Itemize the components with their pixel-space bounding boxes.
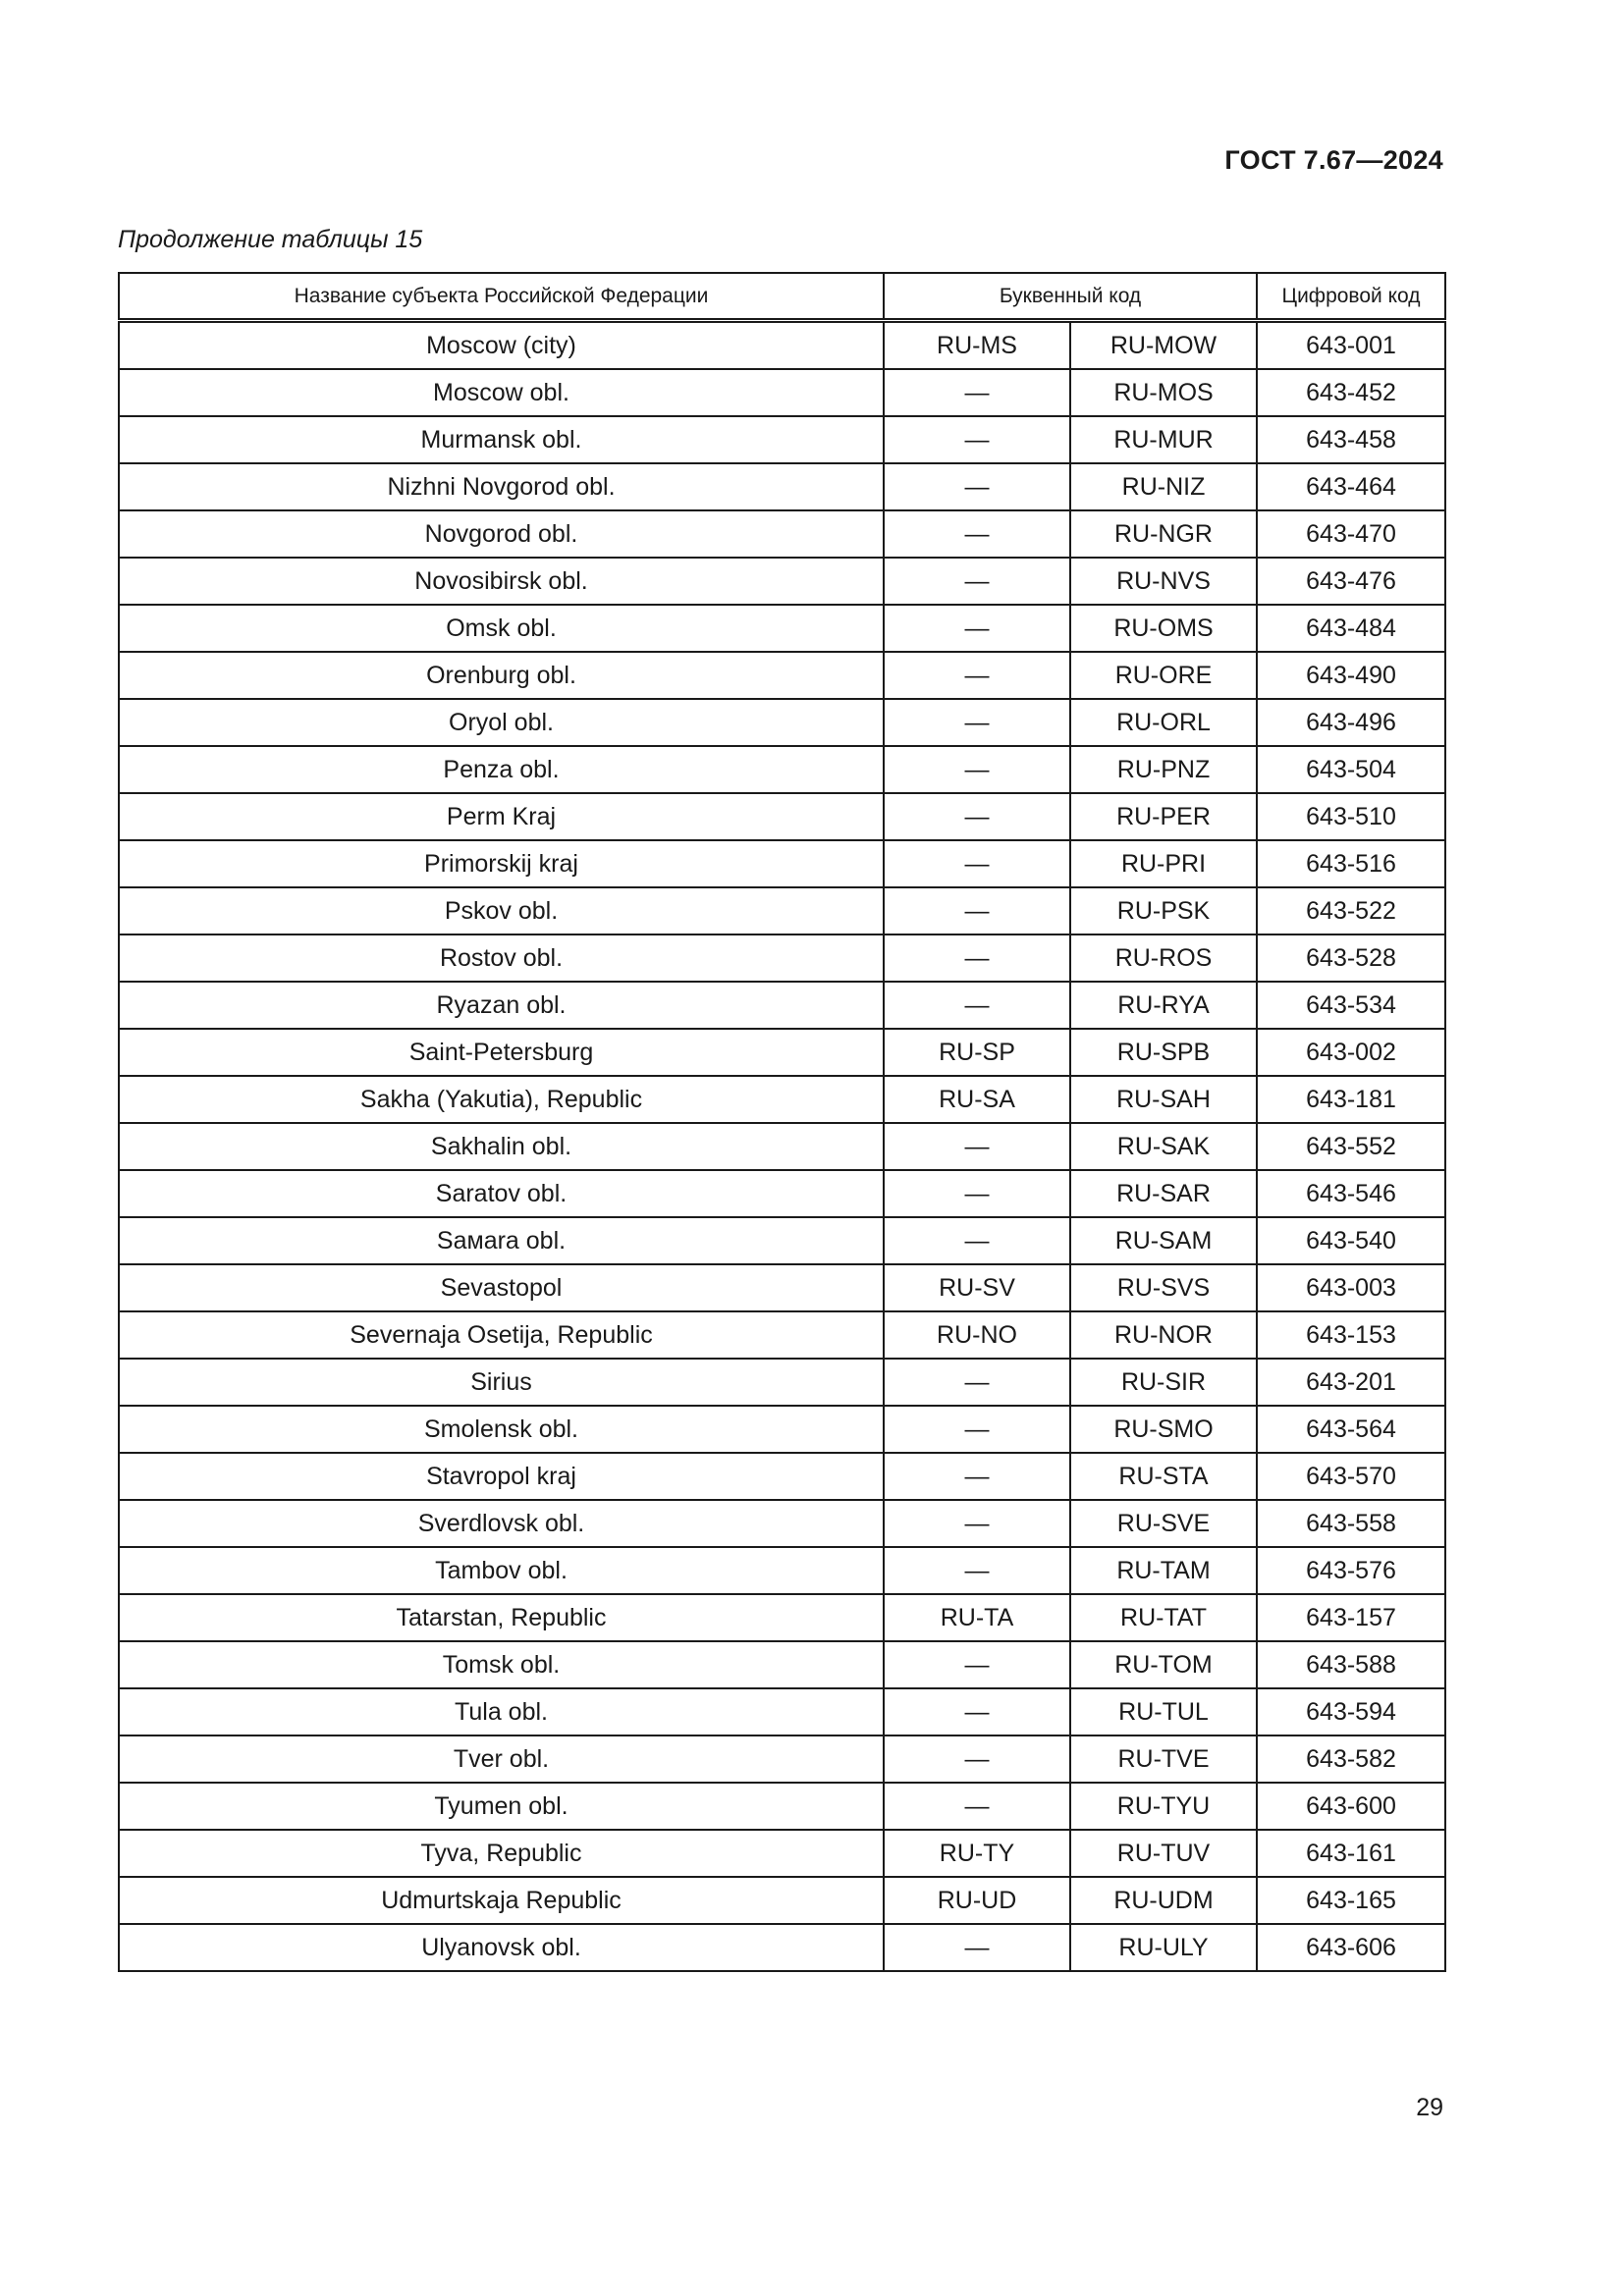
- table-row: [119, 1830, 1445, 1877]
- numeric-code-cell: 643-600: [1257, 1783, 1445, 1830]
- numeric-code-cell: 643-564: [1257, 1406, 1445, 1453]
- subject-name-cell: Sverdlovsk obl.: [119, 1500, 884, 1547]
- numeric-code-cell: 643-582: [1257, 1735, 1445, 1783]
- subject-name-cell: Tver obl.: [119, 1735, 884, 1783]
- alpha-code-iso-cell: RU-NIZ: [1070, 463, 1257, 510]
- alpha-code-old-cell: —: [884, 746, 1070, 793]
- alpha-code-old-cell: —: [884, 840, 1070, 887]
- alpha-code-iso-cell: RU-STA: [1070, 1453, 1257, 1500]
- alpha-code-old-cell: —: [884, 1688, 1070, 1735]
- subject-name-cell: Ryazan obl.: [119, 982, 884, 1029]
- numeric-code-cell: 643-510: [1257, 793, 1445, 840]
- numeric-code-cell: 643-201: [1257, 1359, 1445, 1406]
- subject-name-cell: Tyumen obl.: [119, 1783, 884, 1830]
- numeric-code-cell: 643-516: [1257, 840, 1445, 887]
- table-row: [119, 416, 1445, 463]
- numeric-code-cell: 643-606: [1257, 1924, 1445, 1971]
- table-row: [119, 369, 1445, 416]
- numeric-code-cell: 643-181: [1257, 1076, 1445, 1123]
- column-header-name: Название субъекта Российской Федерации: [119, 273, 884, 321]
- alpha-code-old-cell: —: [884, 1123, 1070, 1170]
- numeric-code-cell: 643-570: [1257, 1453, 1445, 1500]
- column-header-numeric-code: Цифровой код: [1257, 273, 1445, 321]
- alpha-code-old-cell: RU-UD: [884, 1877, 1070, 1924]
- alpha-code-old-cell: —: [884, 1359, 1070, 1406]
- alpha-code-iso-cell: RU-MOS: [1070, 369, 1257, 416]
- alpha-code-old-cell: —: [884, 934, 1070, 982]
- table-row: [119, 463, 1445, 510]
- alpha-code-iso-cell: RU-ORE: [1070, 652, 1257, 699]
- alpha-code-old-cell: —: [884, 510, 1070, 558]
- table-row: [119, 1076, 1445, 1123]
- alpha-code-old-cell: RU-SA: [884, 1076, 1070, 1123]
- subject-name-cell: Novosibirsk obl.: [119, 558, 884, 605]
- table-row: [119, 321, 1445, 370]
- subject-name-cell: Tyva, Republic: [119, 1830, 884, 1877]
- numeric-code-cell: 643-157: [1257, 1594, 1445, 1641]
- alpha-code-iso-cell: RU-SMO: [1070, 1406, 1257, 1453]
- alpha-code-iso-cell: RU-NGR: [1070, 510, 1257, 558]
- table-row: [119, 1641, 1445, 1688]
- alpha-code-old-cell: —: [884, 605, 1070, 652]
- alpha-code-iso-cell: RU-TUL: [1070, 1688, 1257, 1735]
- table-row: [119, 652, 1445, 699]
- table-body: [119, 321, 1445, 1972]
- alpha-code-old-cell: —: [884, 1217, 1070, 1264]
- table-row: [119, 1688, 1445, 1735]
- alpha-code-iso-cell: RU-SIR: [1070, 1359, 1257, 1406]
- table-row: [119, 1453, 1445, 1500]
- subject-name-cell: Saint-Petersburg: [119, 1029, 884, 1076]
- alpha-code-iso-cell: RU-TAT: [1070, 1594, 1257, 1641]
- numeric-code-cell: 643-470: [1257, 510, 1445, 558]
- subject-name-cell: Sakhalin obl.: [119, 1123, 884, 1170]
- alpha-code-old-cell: —: [884, 982, 1070, 1029]
- alpha-code-iso-cell: RU-OMS: [1070, 605, 1257, 652]
- alpha-code-old-cell: —: [884, 1170, 1070, 1217]
- alpha-code-old-cell: —: [884, 1547, 1070, 1594]
- alpha-code-iso-cell: RU-ORL: [1070, 699, 1257, 746]
- alpha-code-old-cell: —: [884, 416, 1070, 463]
- table-row: [119, 746, 1445, 793]
- numeric-code-cell: 643-001: [1257, 321, 1445, 370]
- alpha-code-iso-cell: RU-SVE: [1070, 1500, 1257, 1547]
- page-number: 29: [1416, 2094, 1443, 2121]
- table-caption: Продолжение таблицы 15: [118, 226, 423, 253]
- subject-name-cell: Orenburg obl.: [119, 652, 884, 699]
- table-row: [119, 1406, 1445, 1453]
- alpha-code-old-cell: —: [884, 369, 1070, 416]
- alpha-code-old-cell: —: [884, 463, 1070, 510]
- alpha-code-old-cell: —: [884, 1735, 1070, 1783]
- column-header-alpha-code: Буквенный код: [884, 273, 1257, 321]
- subject-name-cell: Ulyanovsk obl.: [119, 1924, 884, 1971]
- alpha-code-iso-cell: RU-TVE: [1070, 1735, 1257, 1783]
- alpha-code-old-cell: RU-TA: [884, 1594, 1070, 1641]
- alpha-code-iso-cell: RU-SVS: [1070, 1264, 1257, 1311]
- numeric-code-cell: 643-452: [1257, 369, 1445, 416]
- alpha-code-old-cell: —: [884, 558, 1070, 605]
- subject-name-cell: Murmansk obl.: [119, 416, 884, 463]
- numeric-code-cell: 643-458: [1257, 416, 1445, 463]
- numeric-code-cell: 643-161: [1257, 1830, 1445, 1877]
- subject-name-cell: Severnaja Osetija, Republic: [119, 1311, 884, 1359]
- subject-name-cell: Sirius: [119, 1359, 884, 1406]
- table-row: [119, 887, 1445, 934]
- numeric-code-cell: 643-534: [1257, 982, 1445, 1029]
- subject-name-cell: Tula obl.: [119, 1688, 884, 1735]
- table-row: [119, 605, 1445, 652]
- table-row: [119, 1594, 1445, 1641]
- subject-codes-table: [118, 272, 1446, 1972]
- alpha-code-iso-cell: RU-PSK: [1070, 887, 1257, 934]
- alpha-code-old-cell: —: [884, 1406, 1070, 1453]
- subject-name-cell: Udmurtskaja Republic: [119, 1877, 884, 1924]
- alpha-code-old-cell: —: [884, 699, 1070, 746]
- table-row: [119, 1783, 1445, 1830]
- numeric-code-cell: 643-003: [1257, 1264, 1445, 1311]
- subject-name-cell: Tatarstan, Republic: [119, 1594, 884, 1641]
- subject-name-cell: Penza obl.: [119, 746, 884, 793]
- numeric-code-cell: 643-002: [1257, 1029, 1445, 1076]
- alpha-code-iso-cell: RU-ULY: [1070, 1924, 1257, 1971]
- alpha-code-old-cell: —: [884, 1783, 1070, 1830]
- subject-name-cell: Tomsk obl.: [119, 1641, 884, 1688]
- table-row: [119, 840, 1445, 887]
- table-row: [119, 1359, 1445, 1406]
- table-row: [119, 1264, 1445, 1311]
- numeric-code-cell: 643-153: [1257, 1311, 1445, 1359]
- numeric-code-cell: 643-558: [1257, 1500, 1445, 1547]
- alpha-code-iso-cell: RU-TUV: [1070, 1830, 1257, 1877]
- numeric-code-cell: 643-464: [1257, 463, 1445, 510]
- table-row: [119, 934, 1445, 982]
- subject-name-cell: Novgorod obl.: [119, 510, 884, 558]
- table-row: [119, 1170, 1445, 1217]
- table-row: [119, 1123, 1445, 1170]
- document-id: ГОСТ 7.67—2024: [1224, 145, 1443, 175]
- alpha-code-iso-cell: RU-NOR: [1070, 1311, 1257, 1359]
- numeric-code-cell: 643-496: [1257, 699, 1445, 746]
- alpha-code-old-cell: —: [884, 652, 1070, 699]
- table-header-row: [119, 273, 1445, 321]
- numeric-code-cell: 643-594: [1257, 1688, 1445, 1735]
- alpha-code-iso-cell: RU-RYA: [1070, 982, 1257, 1029]
- alpha-code-iso-cell: RU-PNZ: [1070, 746, 1257, 793]
- subject-name-cell: Rostov obl.: [119, 934, 884, 982]
- subject-name-cell: Sakha (Yakutia), Republic: [119, 1076, 884, 1123]
- subject-name-cell: Pskov obl.: [119, 887, 884, 934]
- numeric-code-cell: 643-540: [1257, 1217, 1445, 1264]
- alpha-code-iso-cell: RU-MOW: [1070, 321, 1257, 370]
- table-row: [119, 1500, 1445, 1547]
- alpha-code-old-cell: —: [884, 887, 1070, 934]
- alpha-code-old-cell: —: [884, 793, 1070, 840]
- alpha-code-old-cell: RU-SP: [884, 1029, 1070, 1076]
- alpha-code-iso-cell: RU-SAH: [1070, 1076, 1257, 1123]
- table-row: [119, 1877, 1445, 1924]
- subject-name-cell: Omsk obl.: [119, 605, 884, 652]
- numeric-code-cell: 643-546: [1257, 1170, 1445, 1217]
- alpha-code-iso-cell: RU-TYU: [1070, 1783, 1257, 1830]
- table-row: [119, 1924, 1445, 1971]
- numeric-code-cell: 643-588: [1257, 1641, 1445, 1688]
- alpha-code-old-cell: —: [884, 1500, 1070, 1547]
- alpha-code-old-cell: RU-MS: [884, 321, 1070, 370]
- alpha-code-iso-cell: RU-TOM: [1070, 1641, 1257, 1688]
- subject-name-cell: Moscow (city): [119, 321, 884, 370]
- alpha-code-iso-cell: RU-ROS: [1070, 934, 1257, 982]
- numeric-code-cell: 643-484: [1257, 605, 1445, 652]
- numeric-code-cell: 643-504: [1257, 746, 1445, 793]
- subject-name-cell: Stavropol kraj: [119, 1453, 884, 1500]
- subject-name-cell: Perm Kraj: [119, 793, 884, 840]
- table-row: [119, 1217, 1445, 1264]
- alpha-code-old-cell: RU-SV: [884, 1264, 1070, 1311]
- subject-name-cell: Moscow obl.: [119, 369, 884, 416]
- subject-name-cell: Smolensk obl.: [119, 1406, 884, 1453]
- alpha-code-old-cell: —: [884, 1924, 1070, 1971]
- alpha-code-iso-cell: RU-PER: [1070, 793, 1257, 840]
- table-row: [119, 1029, 1445, 1076]
- table-row: [119, 1311, 1445, 1359]
- numeric-code-cell: 643-165: [1257, 1877, 1445, 1924]
- numeric-code-cell: 643-490: [1257, 652, 1445, 699]
- alpha-code-old-cell: —: [884, 1453, 1070, 1500]
- table-row: [119, 793, 1445, 840]
- numeric-code-cell: 643-476: [1257, 558, 1445, 605]
- table-row: [119, 982, 1445, 1029]
- alpha-code-old-cell: RU-NO: [884, 1311, 1070, 1359]
- alpha-code-iso-cell: RU-UDM: [1070, 1877, 1257, 1924]
- table-row: [119, 1547, 1445, 1594]
- alpha-code-iso-cell: RU-NVS: [1070, 558, 1257, 605]
- subject-name-cell: Sevastopol: [119, 1264, 884, 1311]
- alpha-code-iso-cell: RU-SAK: [1070, 1123, 1257, 1170]
- alpha-code-iso-cell: RU-PRI: [1070, 840, 1257, 887]
- numeric-code-cell: 643-522: [1257, 887, 1445, 934]
- numeric-code-cell: 643-576: [1257, 1547, 1445, 1594]
- table-row: [119, 510, 1445, 558]
- alpha-code-old-cell: —: [884, 1641, 1070, 1688]
- subject-name-cell: Saмara obl.: [119, 1217, 884, 1264]
- numeric-code-cell: 643-552: [1257, 1123, 1445, 1170]
- subject-name-cell: Oryol obl.: [119, 699, 884, 746]
- alpha-code-iso-cell: RU-SAR: [1070, 1170, 1257, 1217]
- subject-name-cell: Nizhni Novgorod obl.: [119, 463, 884, 510]
- alpha-code-old-cell: RU-TY: [884, 1830, 1070, 1877]
- numeric-code-cell: 643-528: [1257, 934, 1445, 982]
- subject-name-cell: Primorskij kraj: [119, 840, 884, 887]
- alpha-code-iso-cell: RU-SAM: [1070, 1217, 1257, 1264]
- table-row: [119, 699, 1445, 746]
- subject-name-cell: Tambov obl.: [119, 1547, 884, 1594]
- alpha-code-iso-cell: RU-TAM: [1070, 1547, 1257, 1594]
- table-row: [119, 1735, 1445, 1783]
- table-row: [119, 558, 1445, 605]
- alpha-code-iso-cell: RU-MUR: [1070, 416, 1257, 463]
- alpha-code-iso-cell: RU-SPB: [1070, 1029, 1257, 1076]
- subject-name-cell: Saratov obl.: [119, 1170, 884, 1217]
